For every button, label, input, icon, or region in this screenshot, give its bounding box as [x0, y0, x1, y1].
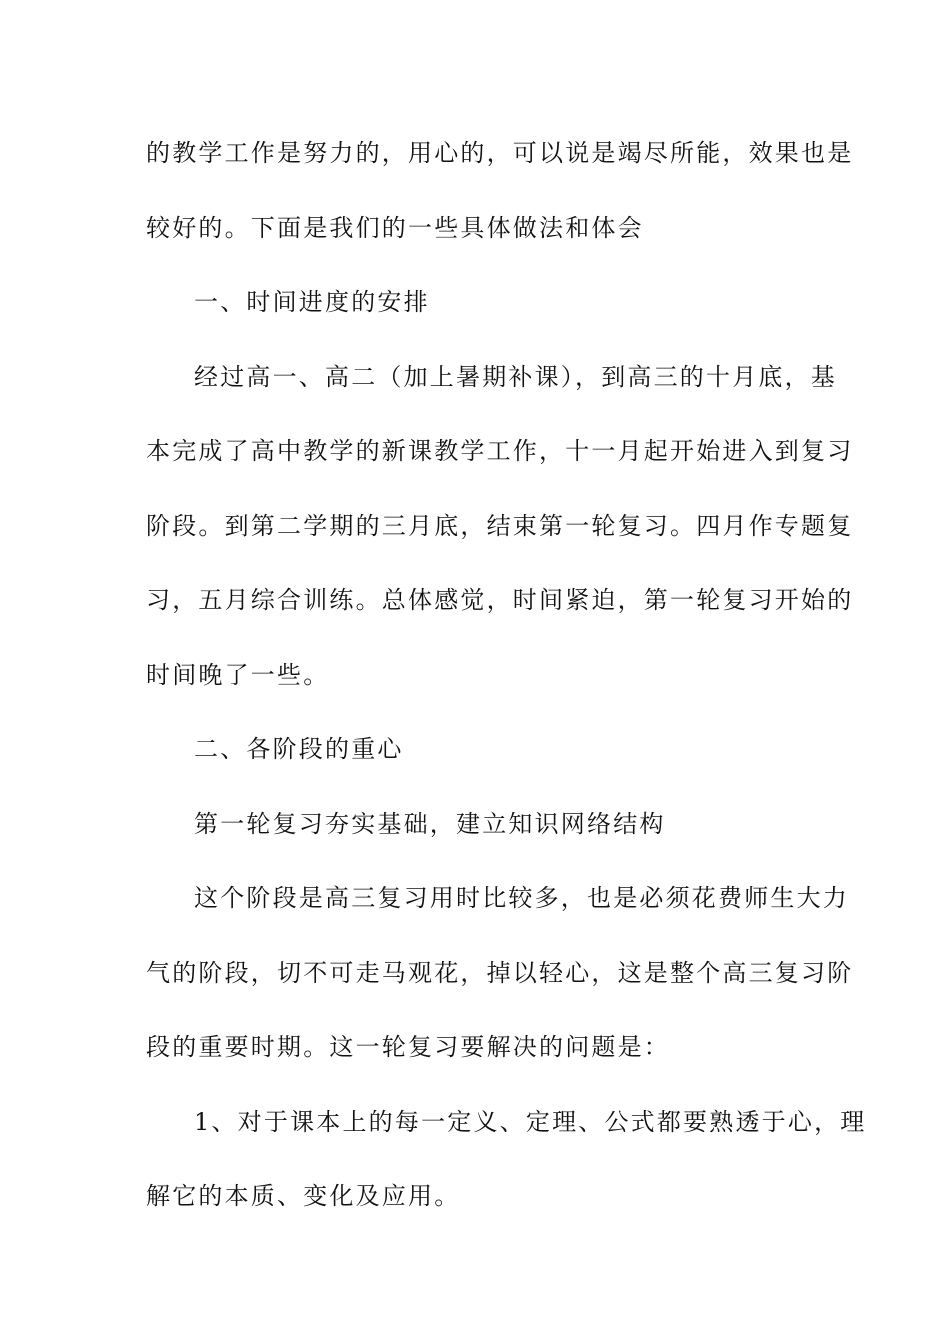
paragraph-line-continuation: 时间晚了一些。	[146, 660, 330, 689]
paragraph-line-continuation: 气的阶段，切不可走马观花，掉以轻心，这是整个高三复习阶	[146, 958, 854, 987]
paragraph-line-continuation: 本完成了高中教学的新课教学工作，十一月起开始进入到复习	[146, 437, 854, 465]
paragraph-line-continuation: 段的重要时期。这一轮复习要解决的问题是：	[146, 1033, 670, 1061]
paragraph-line-continuation: 的教学工作是努力的，用心的，可以说是竭尽所能，效果也是	[146, 139, 854, 167]
section-heading-phases: 二、各阶段的重心	[194, 735, 404, 763]
paragraph-line-start: 这个阶段是高三复习用时比较多，也是必须花费师生大力	[194, 884, 849, 912]
paragraph-line-continuation: 习，五月综合训练。总体感觉，时间紧迫，第一轮复习开始的	[146, 586, 854, 614]
document-page	[146, 131, 867, 1249]
subsection-heading-first-round: 第一轮复习夯实基础，建立知识网络结构	[194, 809, 666, 838]
section-heading-schedule: 一、时间进度的安排	[194, 288, 430, 316]
paragraph-line-continuation: 较好的。下面是我们的一些具体做法和体会	[146, 213, 644, 242]
list-item-line-start: 1、对于课本上的每一定义、定理、公式都要熟透于心，理	[194, 1107, 867, 1136]
paragraph-line-continuation: 阶段。到第二学期的三月底，结束第一轮复习。四月作专题复	[146, 511, 854, 540]
paragraph-line-start: 经过高一、高二（加上暑期补课），到高三的十月底，基	[194, 362, 837, 391]
list-item-line-continuation: 解它的本质、变化及应用。	[146, 1182, 461, 1210]
